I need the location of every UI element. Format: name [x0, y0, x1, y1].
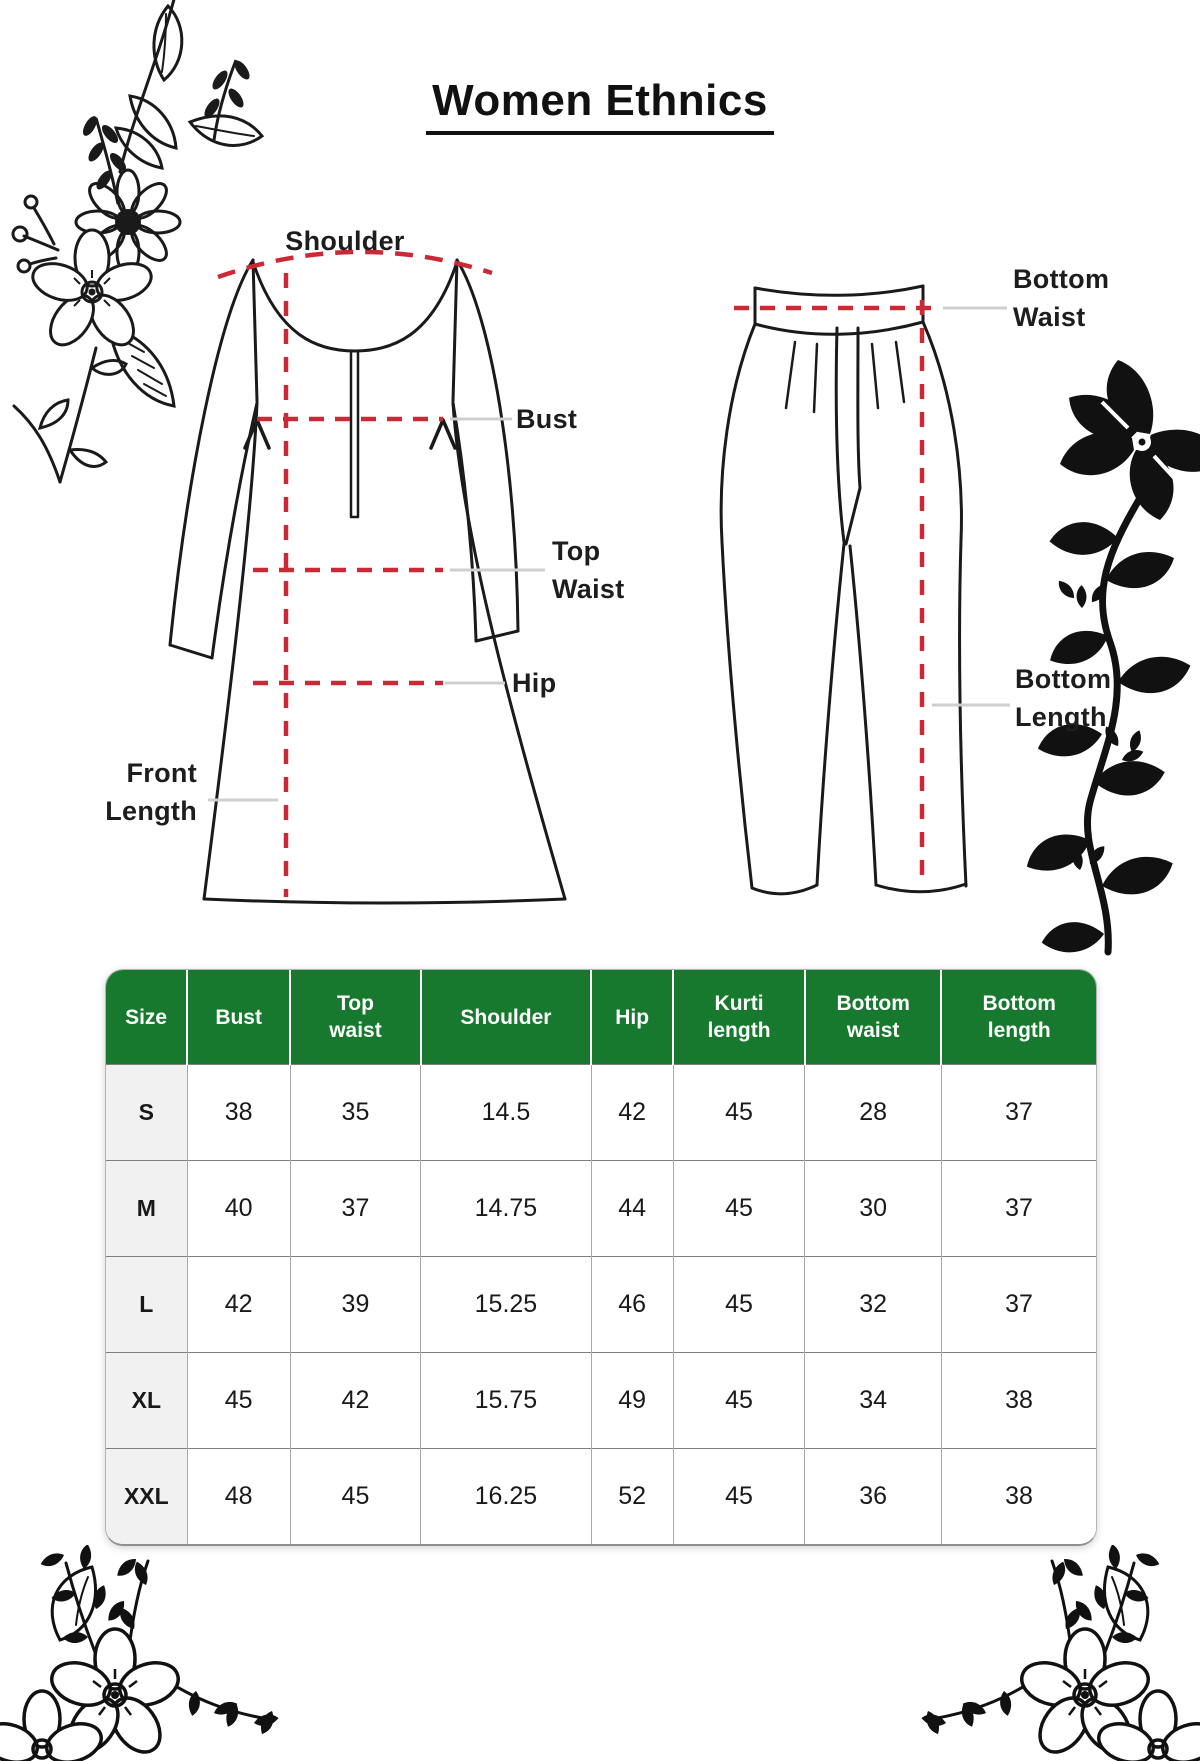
kurti-measurement-diagram [140, 215, 600, 915]
size-value: L [106, 1257, 187, 1353]
column-header-bottom-length: Bottom length [941, 970, 1096, 1065]
bottom-waist-value: 36 [805, 1449, 942, 1545]
floral-decoration-right [990, 330, 1200, 970]
column-header-top-waist: Top waist [290, 970, 421, 1065]
column-header-bust: Bust [187, 970, 290, 1065]
pants-bottom-waist-label: Bottom Waist [1013, 264, 1110, 332]
table-row-xl [106, 1353, 1096, 1449]
floral-decoration-bottom-right [850, 1545, 1200, 1761]
top-waist-value: 45 [290, 1449, 421, 1545]
size-chart-table [105, 969, 1097, 1546]
top-waist-value: 35 [290, 1065, 421, 1161]
bust-value: 40 [187, 1161, 290, 1257]
size-value: XXL [106, 1449, 187, 1545]
top-waist-value: 39 [290, 1257, 421, 1353]
column-header-hip: Hip [591, 970, 673, 1065]
hip-value: 42 [591, 1065, 673, 1161]
floral-decoration-bottom-left [0, 1545, 350, 1761]
kurti-length-value: 45 [673, 1353, 805, 1449]
kurti-hip-label: Hip [512, 668, 557, 698]
pants-bottom-length-label: Bottom Length [1015, 664, 1112, 732]
page-title: Women Ethnics [426, 76, 774, 135]
bottom-length-value: 37 [941, 1161, 1096, 1257]
bottom-length-value: 37 [941, 1257, 1096, 1353]
bottom-length-value: 38 [941, 1353, 1096, 1449]
bottom-length-value: 38 [941, 1449, 1096, 1545]
size-value: S [106, 1065, 187, 1161]
column-header-kurti-length: Kurti length [673, 970, 805, 1065]
top-waist-value: 42 [290, 1353, 421, 1449]
shoulder-value: 15.75 [421, 1353, 591, 1449]
shoulder-value: 16.25 [421, 1449, 591, 1545]
pants-measurement-diagram [700, 240, 1040, 940]
column-header-bottom-waist: Bottom waist [805, 970, 942, 1065]
kurti-top-waist-label: Top Waist [552, 536, 625, 604]
kurti-shoulder-label: Shoulder [285, 226, 405, 256]
bust-value: 48 [187, 1449, 290, 1545]
size-chart-header [106, 970, 1096, 1065]
bust-value: 42 [187, 1257, 290, 1353]
bottom-waist-value: 28 [805, 1065, 942, 1161]
hip-value: 49 [591, 1353, 673, 1449]
bust-value: 38 [187, 1065, 290, 1161]
shoulder-value: 15.25 [421, 1257, 591, 1353]
hip-value: 46 [591, 1257, 673, 1353]
shoulder-value: 14.5 [421, 1065, 591, 1161]
bottom-length-value: 37 [941, 1065, 1096, 1161]
hip-value: 44 [591, 1161, 673, 1257]
table-row-xxl [106, 1449, 1096, 1545]
table-row-l [106, 1257, 1096, 1353]
size-value: XL [106, 1353, 187, 1449]
kurti-length-value: 45 [673, 1065, 805, 1161]
bust-value: 45 [187, 1353, 290, 1449]
table-row-s [106, 1065, 1096, 1161]
bottom-waist-value: 34 [805, 1353, 942, 1449]
column-header-shoulder: Shoulder [421, 970, 591, 1065]
bottom-waist-value: 30 [805, 1161, 942, 1257]
top-waist-value: 37 [290, 1161, 421, 1257]
table-row-m [106, 1161, 1096, 1257]
hip-value: 52 [591, 1449, 673, 1545]
kurti-length-value: 45 [673, 1449, 805, 1545]
size-value: M [106, 1161, 187, 1257]
kurti-length-value: 45 [673, 1161, 805, 1257]
kurti-bust-label: Bust [516, 404, 578, 434]
kurti-front-length-label: Front Length [105, 758, 197, 826]
shoulder-value: 14.75 [421, 1161, 591, 1257]
kurti-length-value: 45 [673, 1257, 805, 1353]
column-header-size: Size [106, 970, 187, 1065]
bottom-waist-value: 32 [805, 1257, 942, 1353]
